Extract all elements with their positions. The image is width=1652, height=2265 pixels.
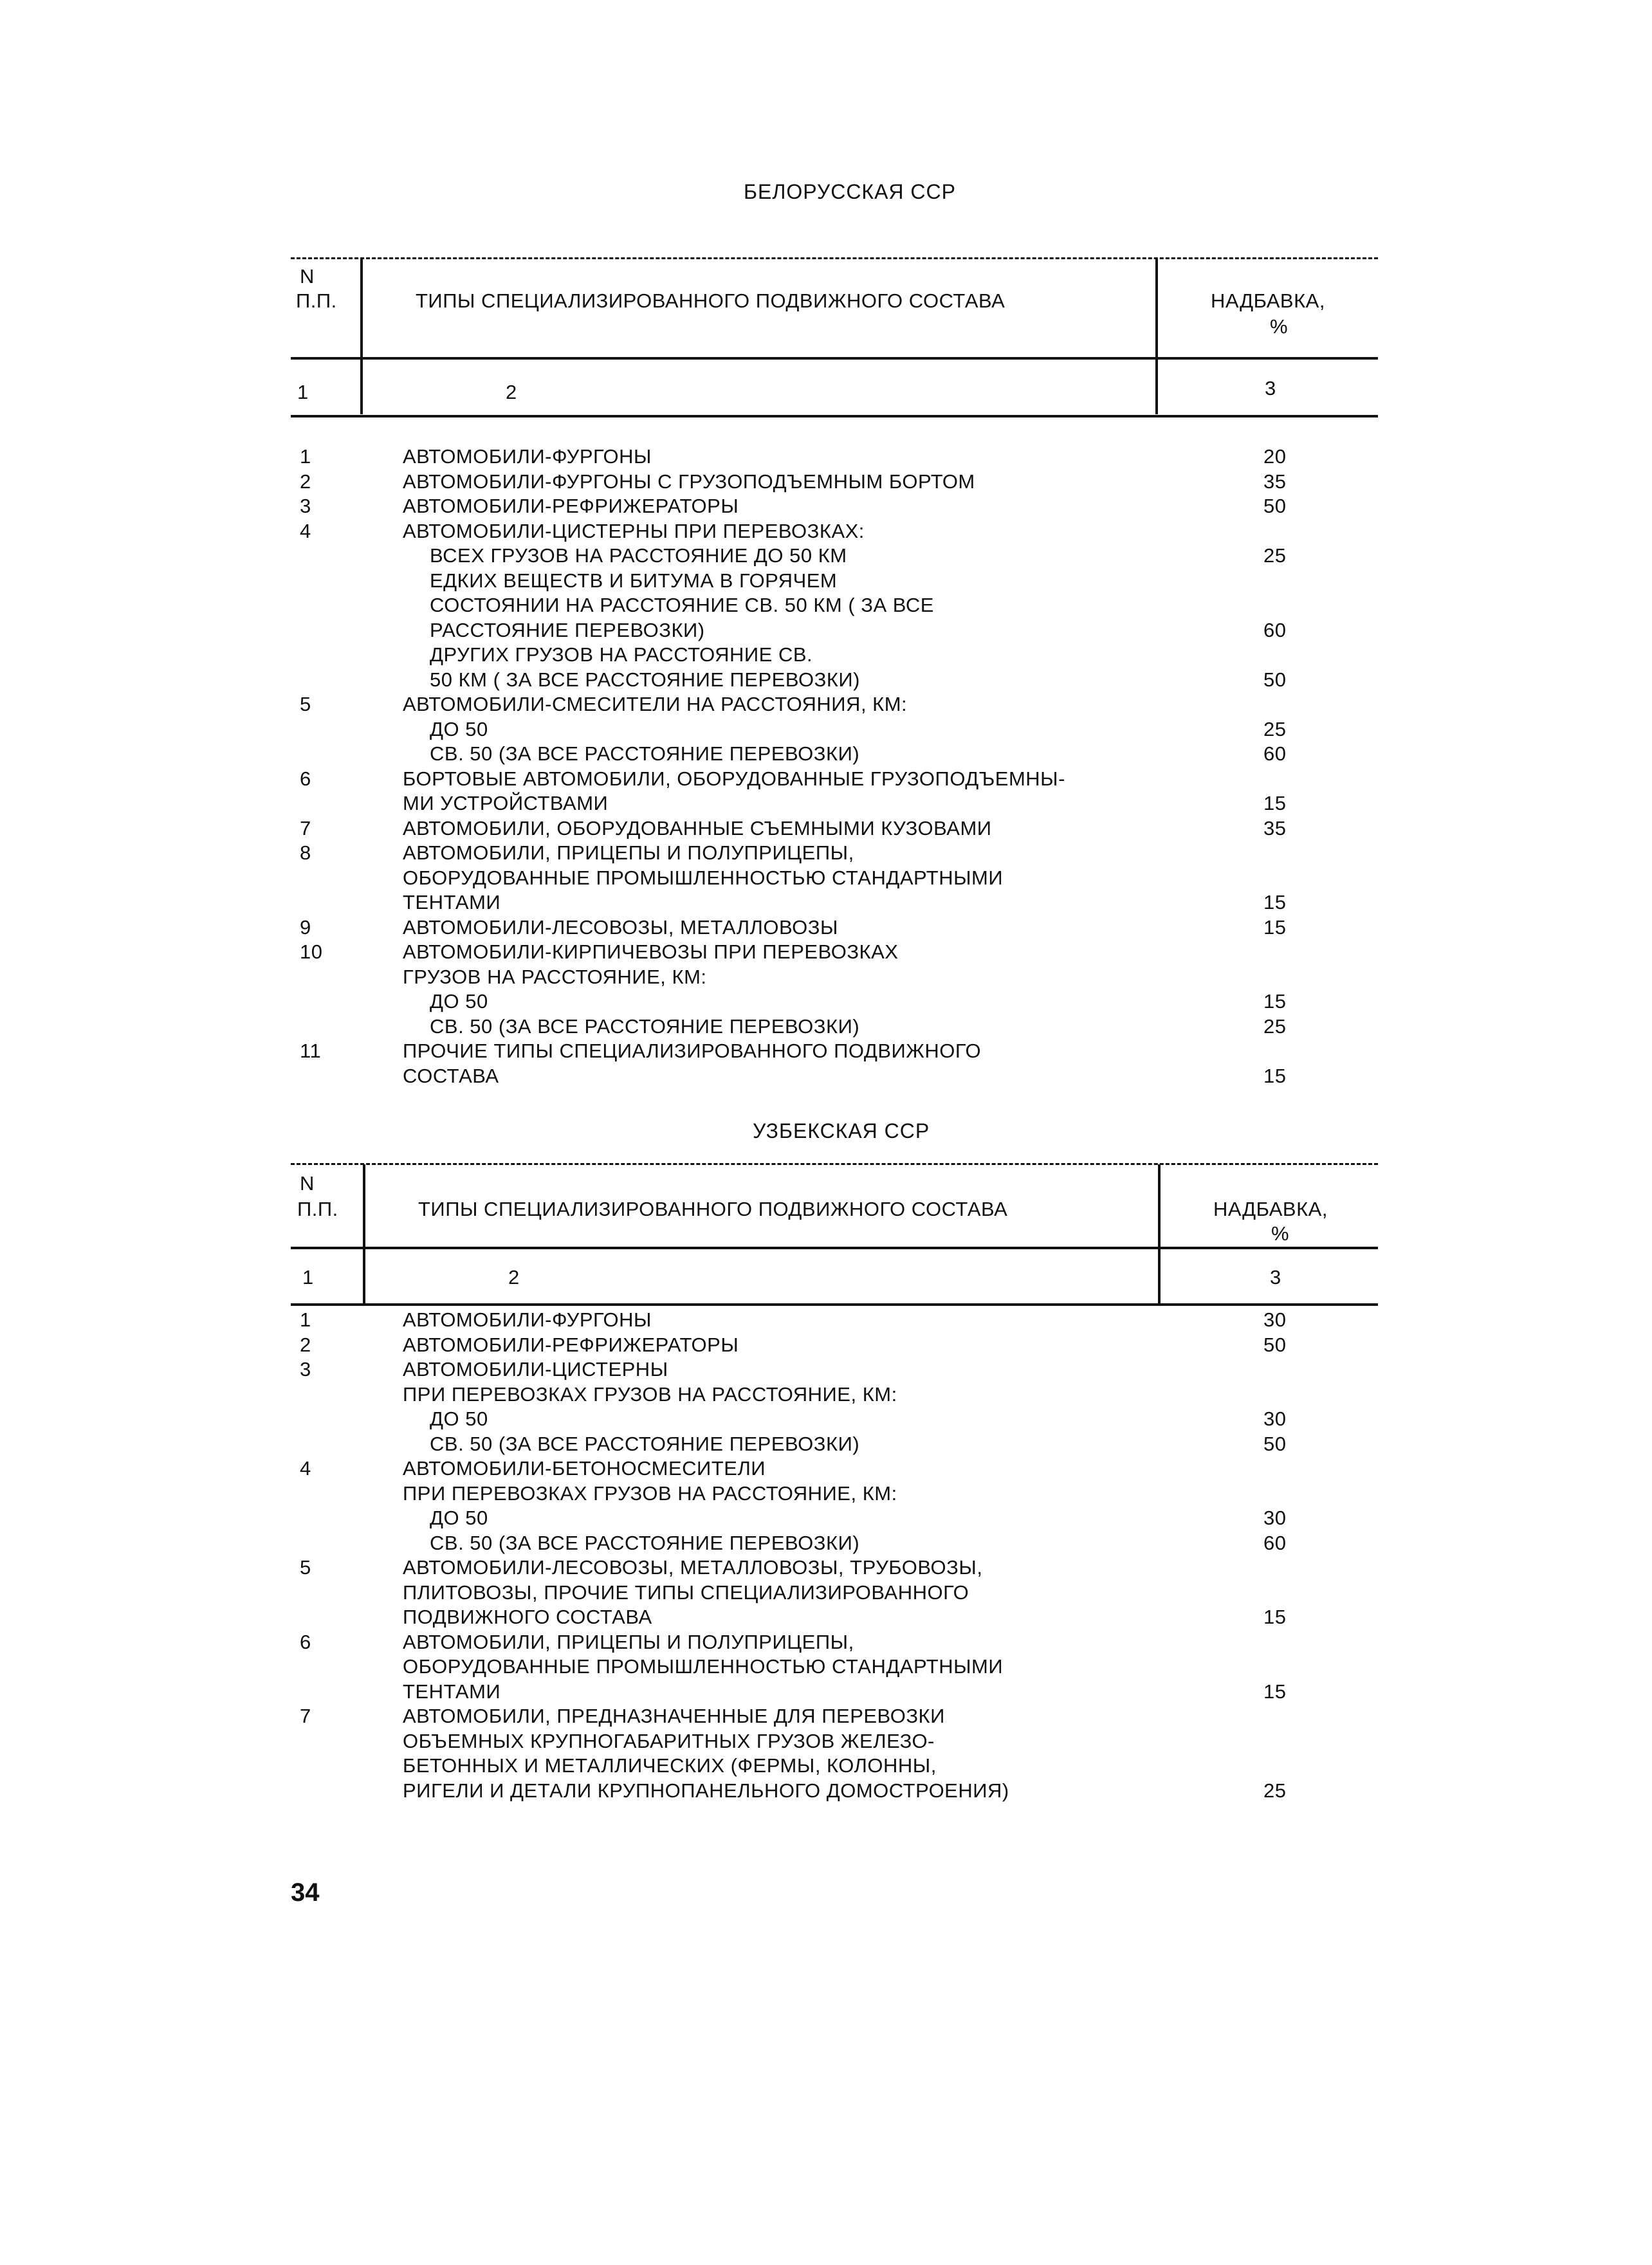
row-text: СВ. 50 (ЗА ВСЕ РАССТОЯНИЕ ПЕРЕВОЗКИ) xyxy=(430,1432,860,1455)
row-value: 15 xyxy=(1263,1064,1287,1087)
row-text: АВТОМОБИЛИ-ЛЕСОВОЗЫ, МЕТАЛЛОВОЗЫ xyxy=(403,915,838,939)
row-text: ОБОРУДОВАННЫЕ ПРОМЫШЛЕННОСТЬЮ СТАНДАРТНЫМИ xyxy=(403,866,1004,889)
row-text: АВТОМОБИЛИ-ФУРГОНЫ xyxy=(403,445,652,468)
row-text: АВТОМОБИЛИ, ПРЕДНАЗНАЧЕННЫЕ ДЛЯ ПЕРЕВОЗКИ xyxy=(403,1705,945,1727)
table-row xyxy=(0,592,1652,618)
table-row xyxy=(0,1357,1652,1382)
row-text: АВТОМОБИЛИ, ПРИЦЕПЫ И ПОЛУПРИЦЕПЫ, xyxy=(403,1630,854,1653)
row-text: РАССТОЯНИЕ ПЕРЕВОЗКИ) xyxy=(430,618,705,641)
row-value: 50 xyxy=(1263,1333,1287,1356)
table-row xyxy=(0,493,1652,519)
row-number: 7 xyxy=(300,1705,311,1727)
page-number: 34 xyxy=(291,1878,320,1907)
table-row xyxy=(0,1456,1652,1481)
row-number: 8 xyxy=(300,841,311,864)
header-pp: П.П. xyxy=(296,289,337,312)
table-row xyxy=(0,1604,1652,1630)
header-percent: % xyxy=(1270,315,1289,338)
row-value: 15 xyxy=(1263,891,1287,913)
row-text: РИГЕЛИ И ДЕТАЛИ КРУПНОПАНЕЛЬНОГО ДОМОСТРОЕНИЯ) xyxy=(403,1779,1009,1802)
row-text: ДО 50 xyxy=(430,990,488,1013)
table-row xyxy=(0,741,1652,767)
table-row xyxy=(0,766,1652,792)
colnum-rule xyxy=(291,1303,1378,1306)
header-surcharge: НАДБАВКА, xyxy=(1211,289,1325,312)
table-row xyxy=(0,1654,1652,1680)
row-number: 6 xyxy=(300,1630,311,1653)
row-value: 15 xyxy=(1263,990,1287,1013)
row-text: ЕДКИХ ВЕЩЕСТВ И БИТУМА В ГОРЯЧЕМ xyxy=(430,569,838,592)
row-text: ПРИ ПЕРЕВОЗКАХ ГРУЗОВ НА РАССТОЯНИЕ, КМ: xyxy=(403,1481,897,1505)
table-row xyxy=(0,1753,1652,1779)
table-row xyxy=(0,791,1652,816)
row-text: ДО 50 xyxy=(430,1408,488,1430)
table-row xyxy=(0,1332,1652,1358)
col-divider-1 xyxy=(363,1164,365,1303)
row-text: ПЛИТОВОЗЫ, ПРОЧИЕ ТИПЫ СПЕЦИАЛИЗИРОВАННОГО xyxy=(403,1581,969,1604)
row-text: ВСЕХ ГРУЗОВ НА РАССТОЯНИЕ ДО 50 КМ xyxy=(430,544,847,567)
header-n: N xyxy=(300,265,315,288)
header-pp: П.П. xyxy=(297,1198,338,1220)
table-row xyxy=(0,568,1652,594)
row-text: 50 КМ ( ЗА ВСЕ РАССТОЯНИЕ ПЕРЕВОЗКИ) xyxy=(430,668,860,691)
row-text: СВ. 50 (ЗА ВСЕ РАССТОЯНИЕ ПЕРЕВОЗКИ) xyxy=(430,1014,860,1038)
row-text: СОСТАВА xyxy=(403,1064,499,1087)
row-value: 20 xyxy=(1263,445,1287,468)
table-row xyxy=(0,989,1652,1014)
col-divider-1 xyxy=(360,259,363,414)
row-text: АВТОМОБИЛИ-ФУРГОНЫ xyxy=(403,1308,652,1331)
row-number: 3 xyxy=(300,495,311,517)
table-row xyxy=(0,1555,1652,1581)
header-rule xyxy=(291,1247,1378,1249)
row-text: ДО 50 xyxy=(430,717,488,740)
row-value: 30 xyxy=(1263,1507,1287,1529)
table-row xyxy=(0,692,1652,717)
table-row xyxy=(0,1406,1652,1432)
table-row xyxy=(0,939,1652,965)
row-text: БОРТОВЫЕ АВТОМОБИЛИ, ОБОРУДОВАННЫЕ ГРУЗОПОДЪЕМНЫ- xyxy=(403,767,1065,790)
colnum-3: 3 xyxy=(1265,377,1276,399)
row-value: 25 xyxy=(1263,1014,1287,1038)
table-row xyxy=(0,543,1652,569)
table-top-rule xyxy=(291,257,1378,259)
row-number: 5 xyxy=(300,1556,311,1579)
row-text: ПРИ ПЕРЕВОЗКАХ ГРУЗОВ НА РАССТОЯНИЕ, КМ: xyxy=(403,1382,897,1406)
row-number: 2 xyxy=(300,1333,311,1356)
row-text: АВТОМОБИЛИ-РЕФРИЖЕРАТОРЫ xyxy=(403,1333,739,1356)
header-rule xyxy=(291,357,1378,360)
colnum-1: 1 xyxy=(297,381,309,403)
row-text: АВТОМОБИЛИ-БЕТОНОСМЕСИТЕЛИ xyxy=(403,1457,766,1480)
table-row xyxy=(0,1778,1652,1804)
row-text: АВТОМОБИЛИ-ЦИСТЕРНЫ ПРИ ПЕРЕВОЗКАХ: xyxy=(403,519,865,542)
row-text: СОСТОЯНИИ НА РАССТОЯНИЕ СВ. 50 КМ ( ЗА ВСЕ xyxy=(430,594,934,616)
row-number: 6 xyxy=(300,767,311,790)
table-row xyxy=(0,1729,1652,1754)
row-number: 10 xyxy=(300,940,323,963)
section-title-uzbekistan: УЗБЕКСКАЯ ССР xyxy=(753,1119,930,1142)
table-row xyxy=(0,1679,1652,1705)
row-text: ДО 50 xyxy=(430,1507,488,1529)
row-value: 25 xyxy=(1263,1779,1287,1802)
row-value: 25 xyxy=(1263,717,1287,740)
table-row xyxy=(0,1382,1652,1408)
table-row xyxy=(0,964,1652,990)
row-text: АВТОМОБИЛИ-ФУРГОНЫ С ГРУЗОПОДЪЕМНЫМ БОРТОМ xyxy=(403,470,975,493)
table-row xyxy=(0,1014,1652,1040)
table-row xyxy=(0,717,1652,742)
row-number: 11 xyxy=(300,1040,322,1062)
row-value: 15 xyxy=(1263,1680,1287,1703)
table-row xyxy=(0,667,1652,693)
colnum-2: 2 xyxy=(508,1266,520,1288)
row-value: 15 xyxy=(1263,1606,1287,1628)
table-top-rule xyxy=(291,1163,1378,1165)
row-text: АВТОМОБИЛИ-РЕФРИЖЕРАТОРЫ xyxy=(403,495,739,517)
row-value: 15 xyxy=(1263,915,1287,939)
row-text: АВТОМОБИЛИ-ЦИСТЕРНЫ xyxy=(403,1358,668,1380)
table-row xyxy=(0,444,1652,470)
col-divider-2 xyxy=(1155,259,1158,414)
row-text: ТЕНТАМИ xyxy=(403,891,501,913)
table-row xyxy=(0,915,1652,940)
row-text: МИ УСТРОЙСТВАМИ xyxy=(403,792,609,814)
row-text: БЕТОННЫХ И МЕТАЛЛИЧЕСКИХ (ФЕРМЫ, КОЛОННЫ, xyxy=(403,1754,937,1777)
row-number: 9 xyxy=(300,915,311,939)
row-text: ОБОРУДОВАННЫЕ ПРОМЫШЛЕННОСТЬЮ СТАНДАРТНЫМИ xyxy=(403,1655,1004,1678)
row-number: 1 xyxy=(300,445,311,468)
row-value: 60 xyxy=(1263,742,1287,765)
header-n: N xyxy=(300,1172,315,1195)
row-text: АВТОМОБИЛИ, ПРИЦЕПЫ И ПОЛУПРИЦЕПЫ, xyxy=(403,841,854,864)
table-row xyxy=(0,1629,1652,1655)
table-row xyxy=(0,816,1652,841)
row-value: 15 xyxy=(1263,792,1287,814)
table-row xyxy=(0,642,1652,668)
row-text: ДРУГИХ ГРУЗОВ НА РАССТОЯНИЕ СВ. xyxy=(430,643,813,666)
row-text: АВТОМОБИЛИ, ОБОРУДОВАННЫЕ СЪЕМНЫМИ КУЗОВАМИ xyxy=(403,816,992,839)
row-value: 30 xyxy=(1263,1408,1287,1430)
row-text: АВТОМОБИЛИ-ЛЕСОВОЗЫ, МЕТАЛЛОВОЗЫ, ТРУБОВОЗЫ, xyxy=(403,1556,983,1579)
table-row xyxy=(0,618,1652,643)
row-text: ПОДВИЖНОГО СОСТАВА xyxy=(403,1606,652,1628)
row-number: 4 xyxy=(300,1457,311,1480)
row-value: 60 xyxy=(1263,618,1287,641)
table-row xyxy=(0,865,1652,891)
row-text: ОБЪЕМНЫХ КРУПНОГАБАРИТНЫХ ГРУЗОВ ЖЕЛЕЗО- xyxy=(403,1729,935,1752)
row-number: 5 xyxy=(300,693,311,715)
table-row xyxy=(0,840,1652,866)
section-title-belarus: БЕЛОРУССКАЯ ССР xyxy=(744,180,956,203)
row-number: 1 xyxy=(300,1308,311,1331)
table-row xyxy=(0,469,1652,495)
table-row xyxy=(0,1703,1652,1729)
row-value: 30 xyxy=(1263,1308,1287,1331)
header-percent: % xyxy=(1271,1222,1290,1245)
row-text: СВ. 50 (ЗА ВСЕ РАССТОЯНИЕ ПЕРЕВОЗКИ) xyxy=(430,1531,860,1554)
row-number: 4 xyxy=(300,519,311,542)
table-row xyxy=(0,1307,1652,1333)
row-value: 35 xyxy=(1263,470,1287,493)
colnum-3: 3 xyxy=(1270,1266,1281,1288)
row-value: 50 xyxy=(1263,1432,1287,1455)
table-row xyxy=(0,1063,1652,1089)
col-divider-2 xyxy=(1158,1164,1161,1303)
header-type: ТИПЫ СПЕЦИАЛИЗИРОВАННОГО ПОДВИЖНОГО СОСТАВА xyxy=(416,289,1005,312)
row-value: 50 xyxy=(1263,495,1287,517)
row-number: 2 xyxy=(300,470,311,493)
table-row xyxy=(0,1038,1652,1064)
colnum-2: 2 xyxy=(506,381,517,403)
row-number: 3 xyxy=(300,1358,311,1380)
row-value: 25 xyxy=(1263,544,1287,567)
row-text: ТЕНТАМИ xyxy=(403,1680,501,1703)
colnum-rule xyxy=(291,415,1378,417)
table-row xyxy=(0,1431,1652,1457)
table-row xyxy=(0,1580,1652,1606)
colnum-1: 1 xyxy=(302,1266,314,1288)
table-row xyxy=(0,1505,1652,1531)
table-row xyxy=(0,1481,1652,1507)
row-text: АВТОМОБИЛИ-СМЕСИТЕЛИ НА РАССТОЯНИЯ, КМ: xyxy=(403,693,908,715)
table-row xyxy=(0,518,1652,544)
row-value: 50 xyxy=(1263,668,1287,691)
row-text: СВ. 50 (ЗА ВСЕ РАССТОЯНИЕ ПЕРЕВОЗКИ) xyxy=(430,742,860,765)
row-value: 60 xyxy=(1263,1531,1287,1554)
header-type: ТИПЫ СПЕЦИАЛИЗИРОВАННОГО ПОДВИЖНОГО СОСТАВА xyxy=(418,1198,1008,1220)
table-row xyxy=(0,890,1652,915)
table-row xyxy=(0,1530,1652,1556)
row-text: АВТОМОБИЛИ-КИРПИЧЕВОЗЫ ПРИ ПЕРЕВОЗКАХ xyxy=(403,940,899,963)
row-value: 35 xyxy=(1263,816,1287,839)
row-text: ПРОЧИЕ ТИПЫ СПЕЦИАЛИЗИРОВАННОГО ПОДВИЖНОГО xyxy=(403,1040,982,1062)
row-text: ГРУЗОВ НА РАССТОЯНИЕ, КМ: xyxy=(403,965,707,988)
header-surcharge: НАДБАВКА, xyxy=(1213,1198,1328,1220)
row-number: 7 xyxy=(300,816,311,839)
